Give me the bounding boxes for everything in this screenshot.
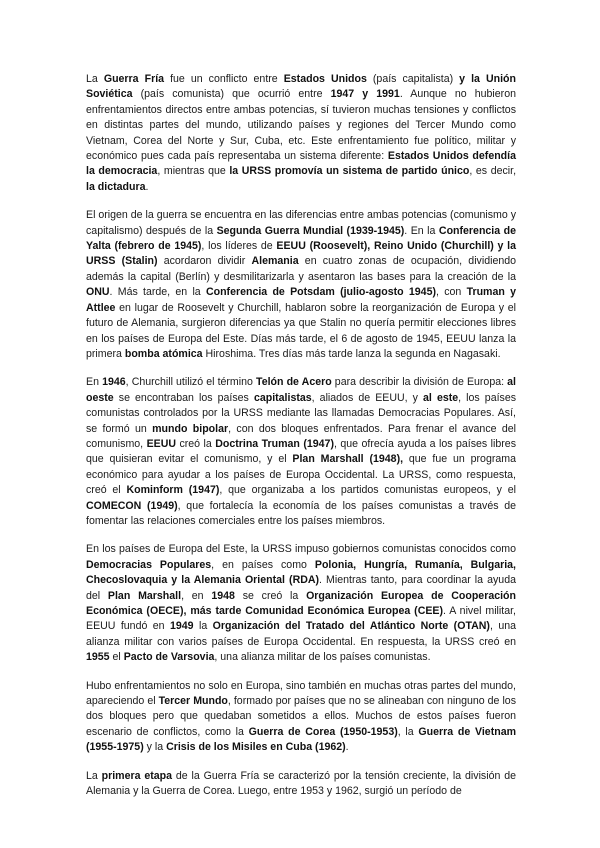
paragraph-4 (86, 542, 516, 665)
text-run: Hiroshima. Tres días más tarde lanza la segunda en Nagasaki. (202, 347, 501, 360)
text-run: Hubo enfrentamientos no solo en Europa, sino también en muchas otras partes del mundo, apareciendo el (86, 679, 516, 708)
paragraph-1 (86, 72, 516, 195)
bold-text: Pacto de Varsovia (123, 651, 215, 664)
bold-text: Guerra de Vietnam (1955-1975) (86, 725, 517, 754)
bold-text: Truman y Attlee (86, 286, 516, 314)
text-run: y la (143, 741, 167, 754)
text-run: (país capitalista) (366, 73, 460, 85)
text-run: , en (181, 589, 212, 602)
text-run: , los países comunistas controlados por la URSS mediante las llamadas Democracias Populares. Así, se formó un (86, 391, 517, 435)
text-run: , Churchill utilizó el término (125, 376, 257, 389)
text-run: , en países como (211, 558, 315, 571)
bold-text: EEUU (146, 437, 176, 450)
bold-text: 1955 (86, 651, 110, 664)
text-run: , que ofrecía ayuda a los países libres que quisieran evitar el comunismo, y el (86, 437, 516, 466)
text-run: , una alianza militar con varios países de Europa Occidental. En respuesta, la URSS creó en (86, 620, 517, 648)
text-run: , con (436, 286, 467, 299)
bold-text: capitalistas (253, 391, 312, 404)
text-run: En (86, 376, 103, 389)
text-run: . Más tarde, en la (109, 286, 206, 299)
bold-text: Telón de Acero (256, 376, 332, 389)
bold-text: Alemania (251, 255, 299, 268)
text-run: , aliados de EEUU, y (311, 391, 424, 404)
bold-text: Organización Europea de Cooperación Económica (OECE), más tarde Comunidad Económica Europea (CEE) (86, 589, 516, 617)
text-run: , que fortalecía la economía de los países comunistas a través de fomentar las relaciones comerciales entre los países miembros. (86, 499, 516, 527)
bold-text: 1947 y 1991 (330, 88, 400, 101)
text-run: , mientras que (157, 165, 230, 178)
bold-text: la URSS promovía un sistema de partido único (229, 165, 470, 178)
bold-text: y la Unión Soviética (86, 73, 516, 101)
text-run: (país comunista) que ocurrió entre (132, 88, 331, 101)
bold-text: al este (423, 391, 459, 404)
text-run: La (86, 769, 102, 782)
bold-text: 1949 (169, 620, 194, 633)
bold-text: 1948 (211, 589, 235, 602)
text-run: el (109, 651, 124, 664)
bold-text: Organización del Tratado del Atlántico Norte (OTAN) (212, 620, 490, 633)
bold-text: Tercer Mundo (158, 695, 228, 708)
text-run: . (145, 180, 149, 193)
bold-text: COMECON (1949) (86, 499, 178, 512)
text-run: en cuatro zonas de ocupación, dividiendo además la capital (Berlín) y desmilitarizarla y asentaron las bases para la creación de la (86, 255, 517, 283)
text-run: fue un conflicto entre (164, 73, 284, 85)
document-page (86, 72, 516, 812)
text-run: se encontraban los países (113, 391, 254, 404)
paragraph-5 (86, 679, 516, 756)
text-run: la (193, 620, 213, 633)
text-run: en lugar de Roosevelt y Churchill, hablaron sobre la reorganización de Europa y el futuro de Alemania, surgieron diferencias ya que Stalin no quería permitir elecciones libres en los países de Europa del Este. Días más tarde, el 6 de agosto de 1945, EEUU lanza la primera (86, 301, 516, 360)
bold-text: la dictadura (86, 180, 146, 193)
bold-text: ONU (86, 286, 110, 299)
paragraph-2 (86, 208, 516, 362)
bold-text: Kominform (1947) (126, 484, 220, 497)
bold-text: Guerra de Corea (1950-1953) (248, 725, 398, 738)
bold-text: Segunda Guerra Mundial (1939-1945) (216, 224, 405, 237)
text-run: , es decir, (469, 165, 517, 178)
bold-text: Estados Unidos defendía la democracia (86, 150, 516, 178)
text-run: para describir la división de Europa: (331, 376, 508, 389)
text-run: que fue un programa económico para ayudar a los países de Europa Occidental. La URSS, como respuesta, creó el (86, 453, 516, 497)
bold-text: Guerra Fría (103, 73, 165, 85)
bold-text: al oeste (86, 376, 516, 404)
bold-text: EEUU (Roosevelt), Reino Unido (Churchill) y la URSS (Stalin) (86, 240, 516, 268)
text-run: creó la (176, 437, 216, 450)
bold-text: Doctrina Truman (1947) (215, 437, 334, 450)
text-run: En los países de Europa del Este, la URSS impuso gobiernos comunistas conocidos como (86, 543, 516, 556)
bold-text: 1946 (102, 376, 126, 389)
text-run: acordaron dividir (157, 255, 252, 268)
text-run: . En la (404, 224, 439, 237)
bold-text: Estados Unidos (283, 73, 367, 85)
text-run: , los líderes de (201, 240, 277, 253)
bold-text: Crisis de los Misiles en Cuba (1962) (166, 741, 346, 754)
bold-text: Conferencia de Potsdam (julio-agosto 1945) (205, 286, 436, 299)
text-run: . Aunque no hubieron enfrentamientos directos entre ambas potencias, sí tuvieron muchas tensiones y conflictos en distintas partes del mundo, utilizando países y regiones del Tercer Mundo como Vietnam, Corea del Norte y Sur, Cuba, etc. Este enfrentamiento fue político, militar y económico pues cada país representaba un sistema diferente: (86, 88, 516, 163)
bold-text: Plan Marshall (1948), (292, 453, 404, 466)
bold-text: Plan Marshall (107, 589, 182, 602)
bold-text: primera etapa (101, 769, 173, 782)
bold-text: bomba atómica (124, 347, 203, 360)
paragraph-6 (86, 769, 516, 800)
text-run: se creó la (234, 589, 307, 602)
text-run: El origen de la guerra se encuentra en las diferencias entre ambas potencias (comunismo y capitalismo) después de la (86, 209, 516, 237)
bold-text: Conferencia de Yalta (febrero de 1945) (86, 224, 517, 253)
bold-text: Democracias Populares (86, 558, 212, 571)
text-run: , formado por países que no se alineaban con ninguno de los dos bloques pero que quedaban sometidos a ellos. Muchos de estos países fueron escenario de conflictos, como la (86, 695, 516, 738)
bold-text: mundo bipolar (152, 422, 229, 435)
text-run: de la Guerra Fría se caracterizó por la tensión creciente, la división de Alemania y la Guerra de Corea. Luego, entre 1953 y 1962, surgió un período de (86, 769, 516, 798)
text-run: . Mientras tanto, para coordinar la ayuda del (86, 574, 516, 602)
text-run: , una alianza militar de los países comunistas. (214, 651, 431, 664)
bold-text: Polonia, Hungría, Rumanía, Bulgaria, Checoslovaquia y la Alemania Oriental (RDA) (86, 558, 516, 587)
text-run: . (345, 741, 349, 754)
text-run: , la (397, 725, 419, 738)
text-run: La (86, 73, 104, 85)
paragraph-3 (86, 375, 516, 529)
text-run: , con dos bloques enfrentados. Para frenar el avance del comunismo, (86, 422, 517, 450)
text-run: , que organizaba a los partidos comunistas europeos, y el (219, 484, 516, 497)
text-run: . A nivel militar, EEUU fundó en (86, 605, 516, 633)
